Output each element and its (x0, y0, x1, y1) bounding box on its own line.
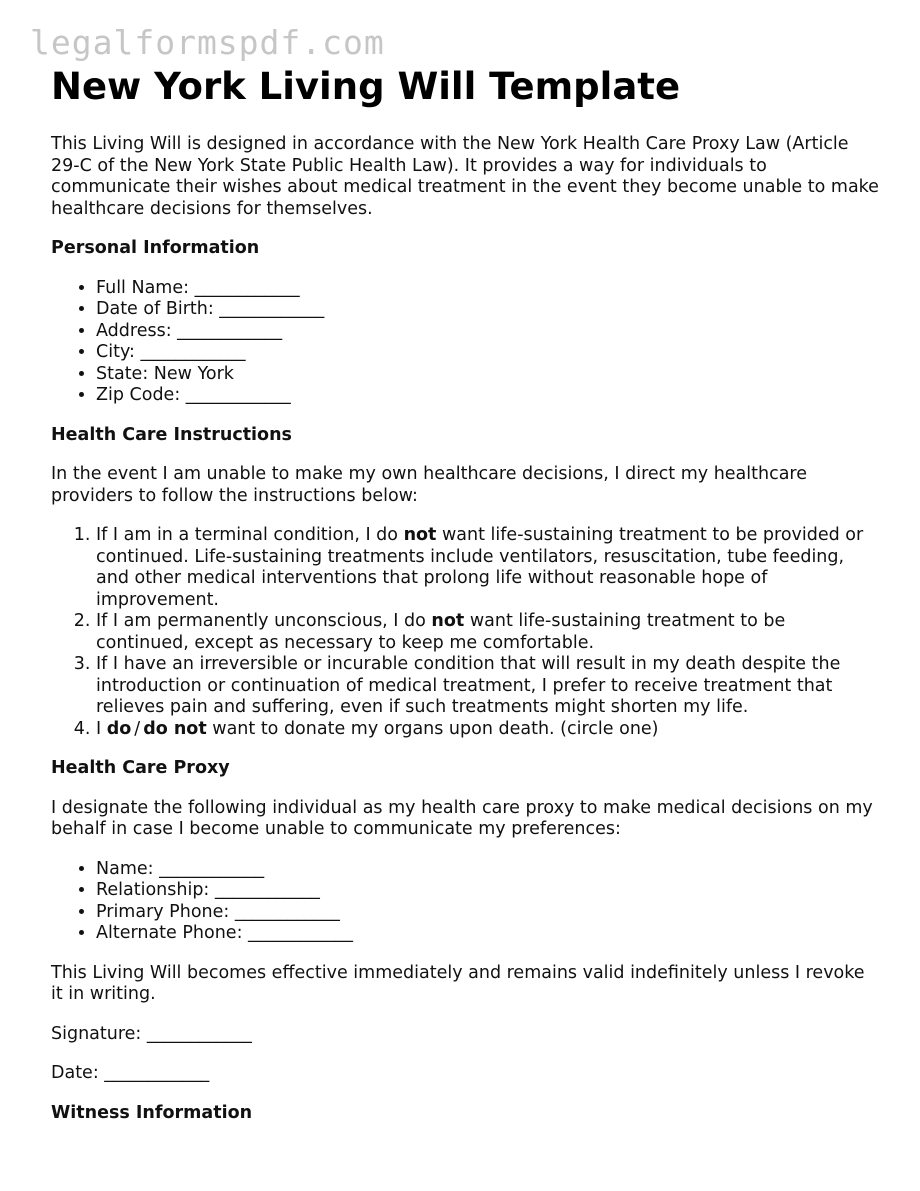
instruction-terminal-condition (96, 525, 881, 611)
section-heading-health-care-proxy: Health Care Proxy (51, 758, 230, 778)
option-do: do (106, 718, 132, 739)
watermark-logo: legalformspdf.com (30, 23, 385, 62)
instruction-text: want life-sustaining treatment to be continued, except as necessary to keep me comfortable. (96, 611, 786, 653)
page-title: New York Living Will Template (51, 65, 681, 108)
section-heading-personal-information: Personal Information (51, 238, 260, 258)
instruction-text: If I am permanently unconscious, I do (96, 611, 432, 631)
proxy-intro: I designate the following individual as my health care proxy to make medical decisions on my behalf in case I become unable to communicate my preferences: (51, 797, 873, 839)
option-separator: / (134, 718, 141, 739)
instruction-text: want to donate my organs upon death. (circle one) (206, 718, 659, 739)
instruction-organ-donation (96, 719, 881, 741)
field-city: • City: ____________ (96, 342, 881, 364)
document-page (51, 64, 881, 1124)
effective-statement: This Living Will becomes effective immediately and remains valid indefinitely unless I revoke it in writing. (51, 962, 865, 1004)
instruction-text: I (96, 718, 107, 739)
emphasis-not: not (431, 611, 465, 631)
intro-paragraph: This Living Will is designed in accordance with the New York Health Care Proxy Law (Article 29-C of the New York State Public Health Law). It provides a way for individuals to communicate their wishes about medical treatment in the event they become unable to make healthcare decisions for themselves. (51, 134, 879, 219)
field-full-name: • Full Name: ____________ (96, 278, 881, 300)
field-relationship: • Relationship: ____________ (96, 880, 881, 902)
section-heading-health-care-instructions: Health Care Instructions (51, 424, 292, 445)
field-proxy-name: • Name: ____________ (96, 859, 881, 881)
field-address: • Address: ____________ (96, 321, 881, 343)
field-alternate-phone: • Alternate Phone: ____________ (96, 923, 881, 945)
section-heading-witness-information: Witness Information (51, 1102, 253, 1123)
instruction-text: want life-sustaining treatment to be provided or continued. Life-sustaining treatments include ventilators, resuscitation, tube feeding, and other medical interventions that prolong life without reasonable hope of improvement. (96, 525, 864, 610)
personal-information-list (51, 278, 881, 407)
instructions-intro: In the event I am unable to make my own healthcare decisions, I direct my healthcare providers to follow the instructions below: (51, 464, 808, 506)
instruction-text: If I am in a terminal condition, I do (96, 525, 404, 545)
instruction-irreversible-condition: 3. If I have an irreversible or incurable condition that will result in my death despite the introduction or continuation of medical treatment, I prefer to receive treatment that relieves pain and suffering, even if such treatments might shorten my life. (96, 654, 881, 719)
emphasis-not: not (403, 525, 437, 545)
field-zip-code: • Zip Code: ____________ (96, 385, 881, 407)
signature-line: Signature: ____________ (51, 1023, 252, 1044)
field-primary-phone: • Primary Phone: ____________ (96, 902, 881, 924)
instructions-list (51, 525, 881, 740)
proxy-list (51, 859, 881, 945)
instruction-permanently-unconscious (96, 611, 881, 654)
field-date-of-birth: • Date of Birth: ____________ (96, 299, 881, 321)
date-line: Date: ____________ (51, 1063, 210, 1083)
field-state: • State: New York (96, 364, 881, 386)
option-do-not: do not (143, 718, 207, 739)
